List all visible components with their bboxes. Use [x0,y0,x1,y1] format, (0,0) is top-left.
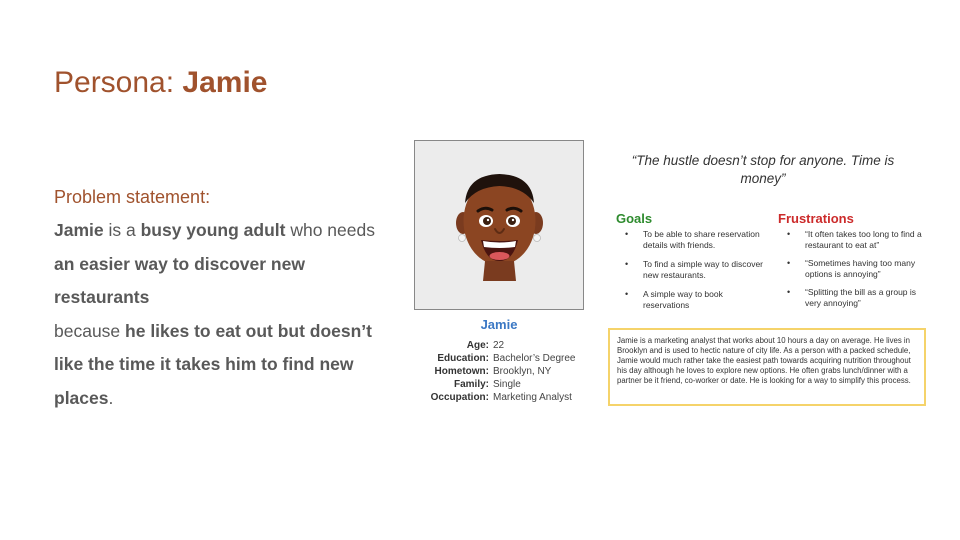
ps-part: . [108,387,114,408]
frustrations-heading: Frustrations [778,211,854,226]
goal-item: • To be able to share reservation details with friends. [616,229,766,250]
detail-key: Age: [466,340,489,351]
ps-part: he likes to eat out but doesn’t like the time it takes him to find new places [54,320,372,408]
frustration-item: • “Sometimes having too many options is annoying” [778,258,928,279]
ps-part: Jamie [54,220,104,240]
persona-details [414,339,575,404]
detail-value: 22 [493,340,505,351]
goal-item: • A simple way to book reservations [616,289,766,310]
persona-quote: “The hustle doesn’t stop for anyone. Time is money” [631,153,895,186]
goals-list [616,229,766,310]
page-title [54,66,268,100]
detail-row-family [414,378,575,391]
persona-photo [414,140,584,310]
detail-value: Marketing Analyst [493,392,572,403]
detail-value: Bachelor’s Degree [493,353,576,364]
detail-key: Hometown: [434,366,489,377]
detail-row-occupation [414,391,575,404]
detail-row-age [414,339,575,352]
persona-bio: Jamie is a marketing analyst that works about 10 hours a day on average. He lives in Brooklyn and is used to hectic nature of city life. As a person with a packed schedule, Jamie would much rather take the easiest path towards acquiring nutrition throughout his day although he loves to explore new options. He often grabs lunch/dinner with a partner be it friend, co-worker or date. He is looking for a way to simplify this process. [608,328,926,406]
detail-row-hometown [414,365,575,378]
ps-part: an easier way to discover new restaurants [54,253,305,307]
detail-key: Education: [437,353,489,364]
problem-statement-label: Problem statement: [54,187,211,207]
title-name: Jamie [182,66,268,99]
goals-section [616,211,766,319]
detail-key: Occupation: [430,392,489,403]
ps-part: busy young adult [140,220,286,240]
ps-part: is a [103,220,141,240]
ps-part: because [54,320,126,341]
detail-value: Single [493,379,521,390]
title-prefix: Persona: [54,66,183,99]
persona-name: Jamie [480,317,518,332]
memoji-avatar-icon [415,141,582,308]
goal-item: • To find a simple way to discover new restaurants. [616,259,766,280]
goals-heading: Goals [616,211,653,226]
detail-row-education [414,352,575,365]
frustrations-list [778,229,928,308]
problem-statement [54,183,384,415]
detail-value: Brooklyn, NY [493,366,552,377]
problem-statement-text [54,214,384,415]
frustrations-section [778,211,928,316]
detail-key: Family: [453,379,489,390]
frustration-item: • “Splitting the bill as a group is very annoying” [778,287,928,308]
ps-part: who needs [285,220,375,240]
frustration-item: • “It often takes too long to find a restaurant to eat at” [778,229,928,250]
